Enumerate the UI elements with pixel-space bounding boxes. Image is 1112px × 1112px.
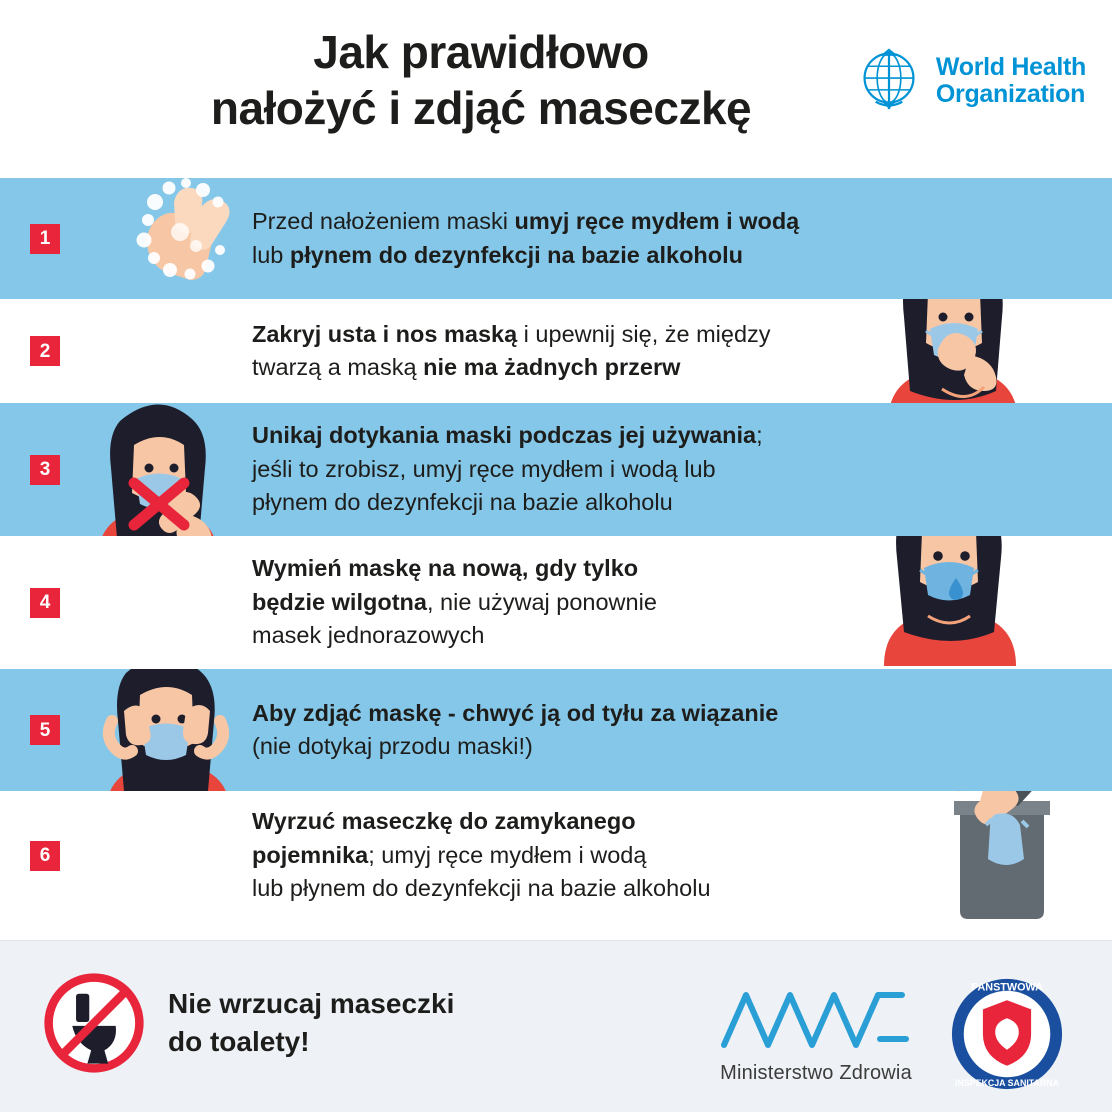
title-line-2: nałożyć i zdjąć maseczkę <box>210 82 752 135</box>
wet-mask-replace-illustration <box>850 536 1050 668</box>
woman-putting-on-mask-illustration <box>842 299 1052 403</box>
no-toilet-flush-icon <box>42 971 146 1075</box>
step-row-2 <box>0 299 1112 403</box>
who-emblem-icon <box>852 44 926 118</box>
who-logo-text <box>936 54 1086 109</box>
throw-mask-to-bin-illustration <box>834 791 1064 919</box>
title-line-1: Jak prawidłowo <box>313 26 649 78</box>
sanitary-bottom-text: INSPEKCJA SANITARNA <box>954 1078 1060 1089</box>
step-row-4 <box>0 536 1112 669</box>
steps-list <box>0 178 1112 920</box>
footer <box>0 940 1112 1112</box>
step-number-6: 6 <box>30 841 60 871</box>
step-number-4: 4 <box>30 588 60 618</box>
step-row-5 <box>0 669 1112 791</box>
step-number-1: 1 <box>30 224 60 254</box>
step-text-6: Wyrzuć maseczkę do zamykanego pojemnika; umyj ręce mydłem i wodą lub płynem do dezynfekcji na bazie alkoholu <box>252 808 711 902</box>
step-number-2: 2 <box>30 336 60 366</box>
step-text-1: Przed nałożeniem maski umyj ręce mydłem i wodą lub płynem do dezynfekcji na bazie alkoholu <box>252 208 800 268</box>
step-text-4: Wymień maskę na nową, gdy tylko będzie wilgotna, nie używaj ponownie masek jednorazowych <box>252 555 657 649</box>
sanitary-top-text: PAŃSTWOWA <box>971 981 1043 994</box>
footer-warning-text <box>168 985 454 1060</box>
removing-mask-from-behind-illustration <box>78 669 258 791</box>
who-logo <box>852 44 1086 118</box>
ministry-name: Ministerstwo Zdrowia <box>720 1062 912 1084</box>
who-logo-line-1: World Health <box>935 52 1086 81</box>
step-text-5: Aby zdjąć maskę - chwyć ją od tyłu za wiązanie (nie dotykaj przodu maski!) <box>252 699 779 759</box>
header <box>0 0 1112 178</box>
step-text-3: Unikaj dotykania maski podczas jej używania; jeśli to zrobisz, umyj ręce mydłem i wodą lub płynem do dezynfekcji na bazie alkoholu <box>252 422 763 516</box>
step-text-2: Zakryj usta i nos maską i upewnij się, że między twarzą a maską nie ma żadnych przerw <box>252 320 771 380</box>
step-row-3 <box>0 403 1112 536</box>
washing-hands-illustration <box>108 178 258 299</box>
step-row-1 <box>0 178 1112 299</box>
footer-warning-line-2: do toalety! <box>168 1025 310 1057</box>
footer-warning-line-1: Nie wrzucaj maseczki <box>168 988 455 1019</box>
step-number-5: 5 <box>30 715 60 745</box>
do-not-touch-mask-illustration <box>72 403 252 536</box>
who-logo-line-2: Organization <box>935 80 1086 108</box>
step-row-6 <box>0 791 1112 920</box>
step-number-3: 3 <box>30 455 60 485</box>
ministry-of-health-logo <box>716 983 916 1085</box>
sanitary-inspection-emblem <box>948 975 1066 1093</box>
ministry-logo-mark-icon <box>716 983 916 1053</box>
